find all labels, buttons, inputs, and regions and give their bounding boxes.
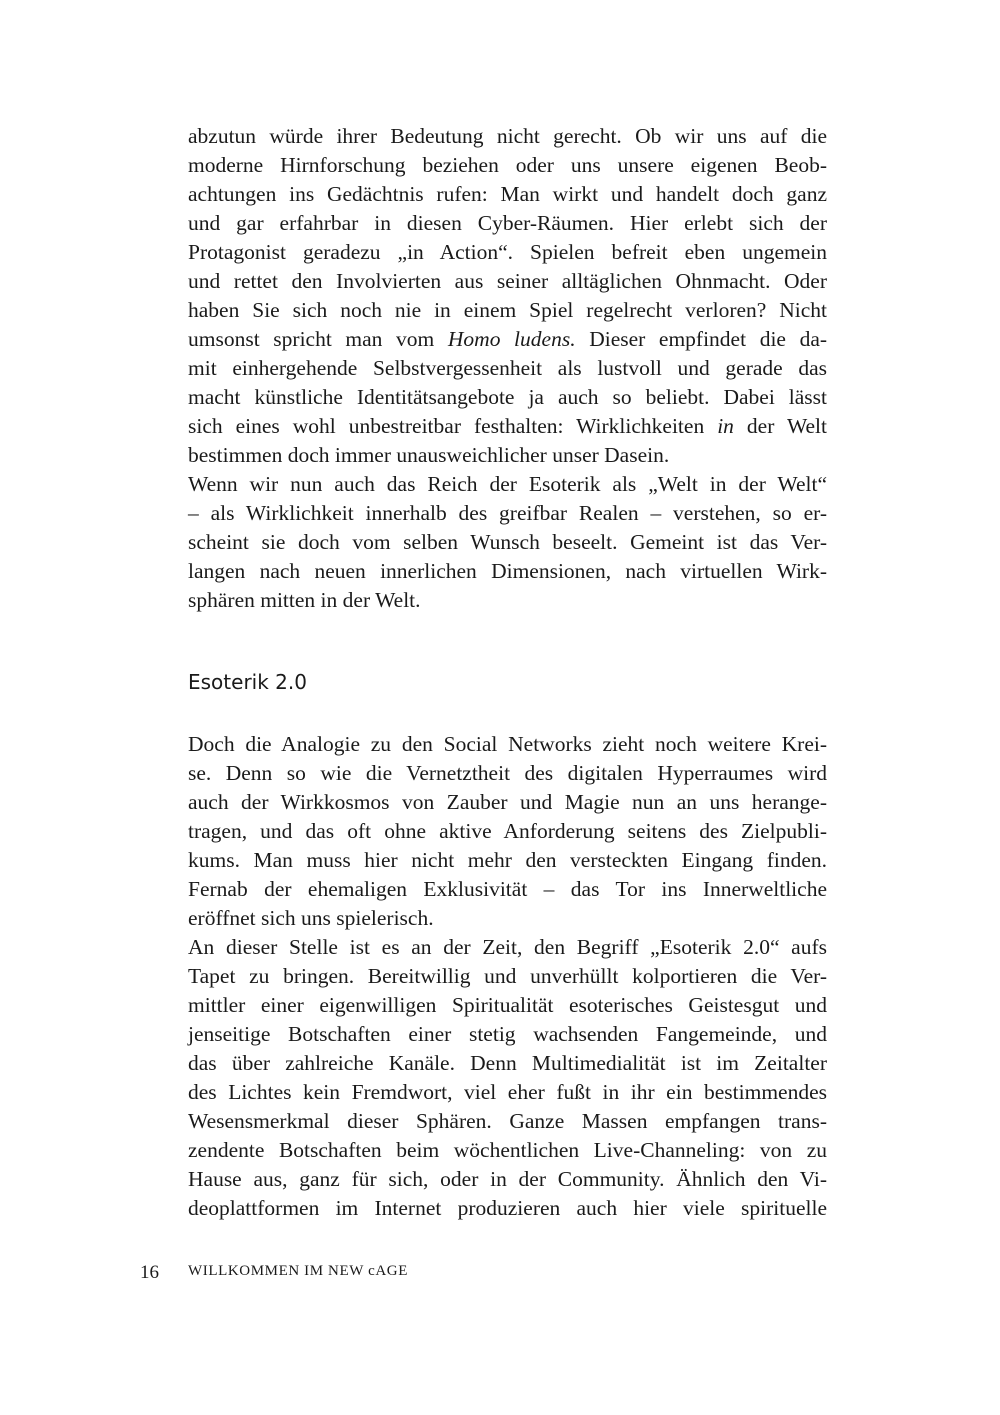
text-line: des Lichtes kein Fremdwort, viel eher fußt in ihr ein bestimmendes (188, 1080, 827, 1104)
text-line: Wenn wir nun auch das Reich der Esoterik als „Welt in der Welt“ (188, 472, 827, 496)
text-line: und rettet den Involvierten aus seiner alltäglichen Ohnmacht. Oder (188, 269, 827, 293)
text-line: Hause aus, ganz für sich, oder in der Community. Ähnlich den Vi- (188, 1167, 827, 1191)
text-line: kums. Man muss hier nicht mehr den versteckten Eingang finden. (188, 848, 827, 872)
text-line: und gar erfahrbar in diesen Cyber-Räumen. Hier erlebt sich der (188, 211, 827, 235)
text-segment: umsonst spricht man vom (188, 327, 448, 351)
text-line: Protagonist geradezu „in Action“. Spielen befreit eben ungemein (188, 240, 827, 264)
text-line: Tapet zu bringen. Bereitwillig und unverhüllt kolportieren die Ver- (188, 964, 827, 988)
text-line: mittler einer eigenwilligen Spiritualität esoterisches Geistesgut und (188, 993, 827, 1017)
text-line: Fernab der ehemaligen Exklusivität – das Tor ins Innerweltliche (188, 877, 827, 901)
body-text-top (188, 122, 827, 615)
text-line-with-italic (188, 325, 827, 354)
text-line: moderne Hirnforschung beziehen oder uns unsere eigenen Beob- (188, 153, 827, 177)
page-footer (0, 1260, 1000, 1286)
text-line: zendente Botschaften beim wöchentlichen Live-Channeling: von zu (188, 1138, 827, 1162)
text-segment: Dieser empfindet die da- (575, 327, 828, 351)
text-line: – als Wirklichkeit innerhalb des greifbar Realen – verstehen, so er- (188, 501, 827, 525)
italic-term: Homo ludens. (447, 327, 576, 351)
text-line: scheint sie doch vom selben Wunsch beseelt. Gemeint ist das Ver- (188, 530, 827, 554)
text-line: eröffnet sich uns spielerisch. (188, 906, 434, 930)
running-head: WILLKOMMEN IM NEW cAGE (188, 1263, 408, 1279)
text-line: langen nach neuen innerlichen Dimensionen, nach virtuellen Wirk- (188, 559, 827, 583)
text-line: deoplattformen im Internet produzieren auch hier viele spirituelle (188, 1196, 827, 1220)
text-line: Doch die Analogie zu den Social Networks zieht noch weitere Krei- (188, 732, 827, 756)
italic-term: in (717, 414, 734, 438)
text-line: bestimmen doch immer unausweichlicher unser Dasein. (188, 443, 670, 467)
body-text-bottom (188, 730, 827, 1223)
text-line: das über zahlreiche Kanäle. Denn Multimedialität ist im Zeitalter (188, 1051, 827, 1075)
text-line: tragen, und das oft ohne aktive Anforderung seitens des Zielpubli- (188, 819, 827, 843)
text-segment: der Welt (733, 414, 828, 438)
section-heading: Esoterik 2.0 (188, 670, 307, 694)
text-line: auch der Wirkkosmos von Zauber und Magie nun an uns herange- (188, 790, 827, 814)
text-line: An dieser Stelle ist es an der Zeit, den Begriff „Esoterik 2.0“ aufs (188, 935, 827, 959)
text-segment: sich eines wohl unbestreitbar festhalten: Wirklichkeiten (188, 414, 718, 438)
text-line: se. Denn so wie die Vernetztheit des digitalen Hyperraumes wird (188, 761, 827, 785)
text-line: jenseitige Botschaften einer stetig wachsenden Fangemeinde, und (188, 1022, 827, 1046)
text-line: macht künstliche Identitätsangebote ja auch so beliebt. Dabei lässt (188, 385, 827, 409)
text-line-with-italic (188, 412, 827, 441)
text-line: abzutun würde ihrer Bedeutung nicht gerecht. Ob wir uns auf die (188, 124, 827, 148)
text-line: Wesensmerkmal dieser Sphären. Ganze Massen empfangen trans- (188, 1109, 827, 1133)
text-line: achtungen ins Gedächtnis rufen: Man wirkt und handelt doch ganz (188, 182, 827, 206)
text-line: haben Sie sich noch nie in einem Spiel regelrecht verloren? Nicht (188, 298, 827, 322)
text-line: mit einhergehende Selbstvergessenheit als lustvoll und gerade das (188, 356, 827, 380)
text-line: sphären mitten in der Welt. (188, 588, 421, 612)
page-number: 16 (140, 1262, 159, 1283)
